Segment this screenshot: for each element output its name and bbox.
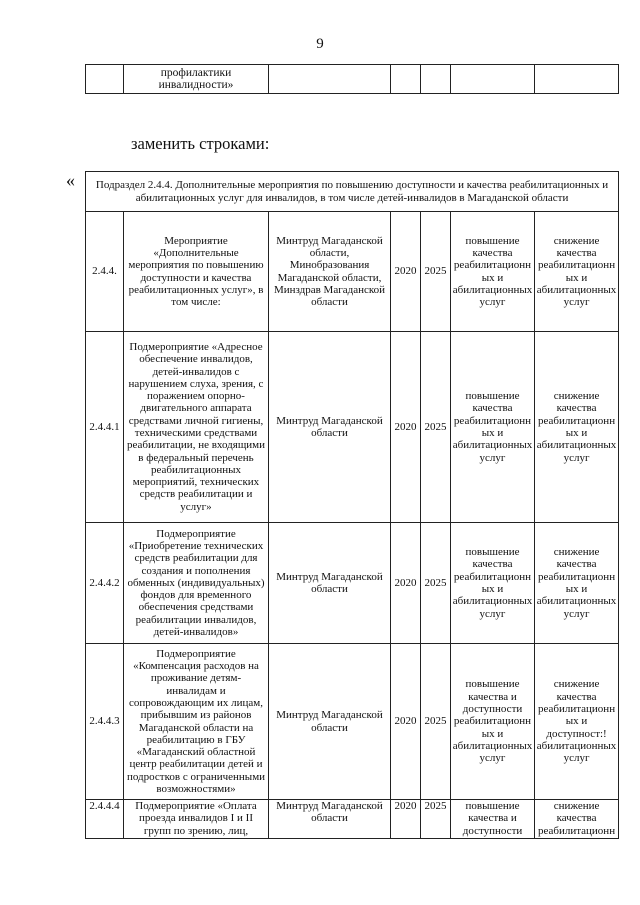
activities-table [85, 171, 619, 839]
cell-result [451, 65, 535, 94]
risk-consequence: снижение качества реабилитационн ых и абилитационных услуг [535, 332, 619, 523]
table-row [86, 332, 619, 523]
activity-name: Подмероприятие «Приобретение технических средств реабилитации для создания и пополнения обменных (индивидуальных) фондов для временного обеспечения средствами реабилитации инвалидов, детей-инвалидов» [124, 523, 269, 644]
expected-result: повышение качества и доступности реабилитационн ых и абилитационных услуг [451, 644, 535, 800]
risk-consequence: снижение качества реабилитационн ых и доступност:! абилитационных услуг [535, 644, 619, 800]
expected-result: повышение качества и доступности [451, 800, 535, 839]
end-year: 2025 [421, 523, 451, 644]
previous-table-fragment [85, 64, 619, 94]
executor: Минтруд Магаданской области [269, 800, 391, 839]
expected-result: повышение качества реабилитационн ых и абилитационных услуг [451, 332, 535, 523]
table-row [86, 644, 619, 800]
end-year: 2025 [421, 800, 451, 839]
row-number: 2.4.4.4 [86, 800, 124, 839]
row-number: 2.4.4.2 [86, 523, 124, 644]
row-number: 2.4.4.3 [86, 644, 124, 800]
cell-executor [269, 65, 391, 94]
activity-name: Мероприятие «Дополнительные мероприятия по повышению доступности и качества реабилитационных услуг», в том числе: [124, 212, 269, 332]
opening-quote: « [66, 170, 75, 190]
risk-consequence: снижение качества реабилитационн ых и абилитационных услуг [535, 212, 619, 332]
table-row [86, 800, 619, 839]
cell-start [391, 65, 421, 94]
expected-result: повышение качества реабилитационн ых и абилитационных услуг [451, 523, 535, 644]
activity-name: Подмероприятие «Компенсация расходов на проживание детям-инвалидам и сопровождающим их лицам, прибывшим из районов Магаданской области на реабилитацию в ГБУ «Магаданский областной центр реабилитации детей и подростков с ограниченными возможностями» [124, 644, 269, 800]
subsection-header: Подраздел 2.4.4. Дополнительные мероприятия по повышению доступности и качества реабилитационных и абилитационных услуг для инвалидов, в том числе детей-инвалидов в Магаданской области [86, 172, 619, 212]
end-year: 2025 [421, 332, 451, 523]
table-row [86, 65, 619, 94]
table-row [86, 523, 619, 644]
risk-consequence: снижение качества реабилитационн [535, 800, 619, 839]
cell-end [421, 65, 451, 94]
subsection-header-row [86, 172, 619, 212]
executor: Минтруд Магаданской области [269, 644, 391, 800]
end-year: 2025 [421, 644, 451, 800]
executor: Минтруд Магаданской области [269, 523, 391, 644]
activity-name: Подмероприятие «Адресное обеспечение инвалидов, детей-инвалидов с нарушением слуха, зрения, с поражением опорно-двигательного аппарата средствами личной гигиены, техническими средствами реабилитации, не входящими в федеральный перечень реабилитационных мероприятий, технических средств реабилитации и услуг» [124, 332, 269, 523]
start-year: 2020 [391, 212, 421, 332]
table-row [86, 212, 619, 332]
risk-consequence: снижение качества реабилитационн ых и абилитационных услуг [535, 523, 619, 644]
start-year: 2020 [391, 644, 421, 800]
start-year: 2020 [391, 523, 421, 644]
cell-risk [535, 65, 619, 94]
expected-result: повышение качества реабилитационн ых и абилитационных услуг [451, 212, 535, 332]
page-number: 9 [316, 36, 324, 52]
replace-instruction: заменить строками: [131, 134, 270, 153]
end-year: 2025 [421, 212, 451, 332]
executor: Минтруд Магаданской области, Минобразования Магаданской области, Минздрав Магаданской области [269, 212, 391, 332]
start-year: 2020 [391, 800, 421, 839]
cell-activity: профилактики инвалидности» [124, 65, 269, 94]
start-year: 2020 [391, 332, 421, 523]
row-number: 2.4.4. [86, 212, 124, 332]
executor: Минтруд Магаданской области [269, 332, 391, 523]
row-number: 2.4.4.1 [86, 332, 124, 523]
activity-name: Подмероприятие «Оплата проезда инвалидов I и II групп по зрению, лиц, [124, 800, 269, 839]
cell-num [86, 65, 124, 94]
